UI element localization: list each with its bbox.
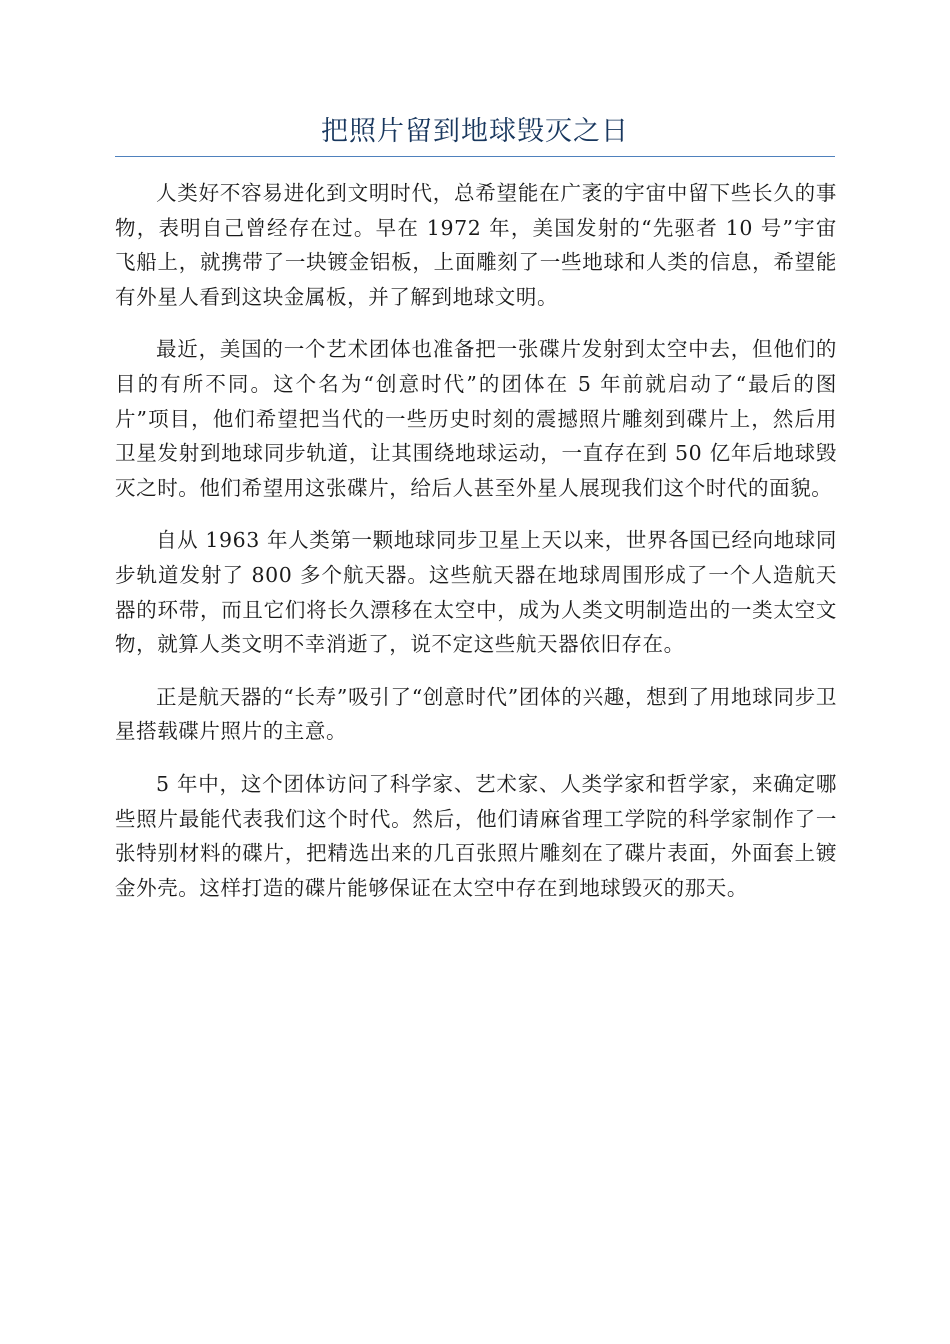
- paragraph-4: 正是航天器的“长寿”吸引了“创意时代”团体的兴趣，想到了用地球同步卫星搭载碟片照片的主意。: [115, 684, 837, 744]
- paragraph-1: 人类好不容易进化到文明时代，总希望能在广袤的宇宙中留下些长久的事物，表明自己曾经存在过。早在 1972 年，美国发射的“先驱者 10 号”宇宙飞船上，就携带了一块镀金铝板，上面雕刻了一些地球和人类的信息，希望能有外星人看到这块金属板，并了解到地球文明。: [115, 181, 837, 309]
- paragraph-3: 自从 1963 年人类第一颗地球同步卫星上天以来，世界各国已经向地球同步轨道发射了 800 多个航天器。这些航天器在地球周围形成了一个人造航天器的环带，而且它们将长久漂移在太空中，成为人类文明制造出的一类太空文物，就算人类文明不幸消逝了，说不定这些航天器依旧存在。: [115, 528, 837, 657]
- article-body: [115, 176, 837, 923]
- paragraph-2: 最近，美国的一个艺术团体也准备把一张碟片发射到太空中去，但他们的目的有所不同。这个名为“创意时代”的团体在 5 年前就启动了“最后的图片”项目，他们希望把当代的一些历史时刻的震撼照片雕刻到碟片上，然后用卫星发射到地球同步轨道，让其围绕地球运动，一直存在到 50 亿年后地球毁灭之时。他们希望用这张碟片，给后人甚至外星人展现我们这个时代的面貌。: [115, 337, 837, 500]
- paragraph-5: 5 年中，这个团体访问了科学家、艺术家、人类学家和哲学家，来确定哪些照片最能代表我们这个时代。然后，他们请麻省理工学院的科学家制作了一张特别材料的碟片，把精选出来的几百张照片雕刻在了碟片表面，外面套上镀金外壳。这样打造的碟片能够保证在太空中存在到地球毁灭的那天。: [115, 771, 837, 900]
- title-block: [115, 112, 835, 157]
- page-title: 把照片留到地球毁灭之日: [321, 116, 629, 147]
